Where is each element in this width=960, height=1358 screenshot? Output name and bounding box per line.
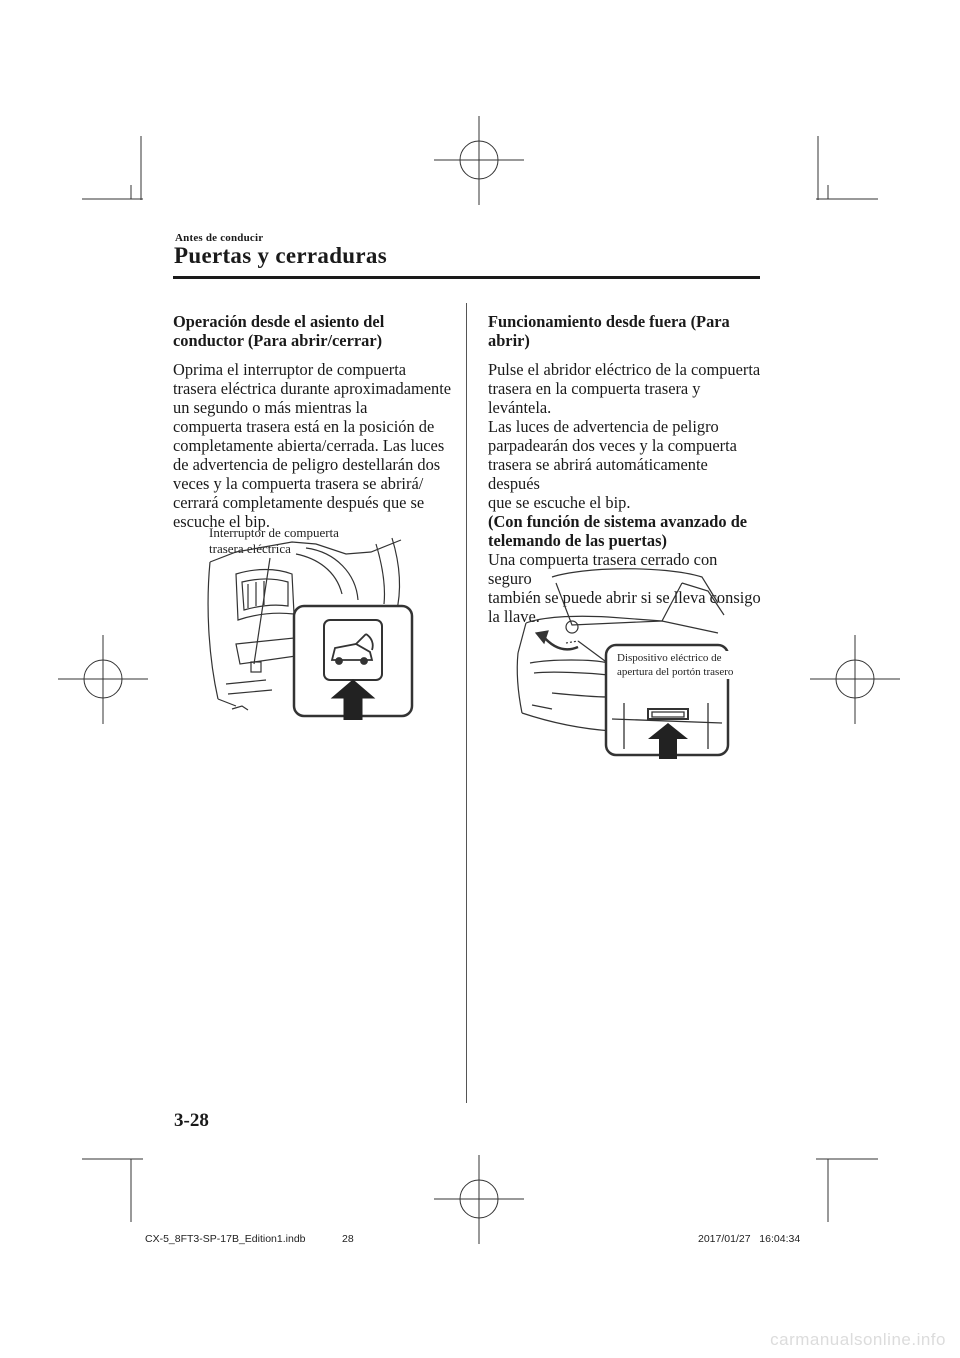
left-column: [173, 312, 465, 531]
title-rule: [173, 276, 760, 279]
section-label: Antes de conducir: [175, 232, 264, 244]
footer-file-name: CX-5_8FT3-SP-17B_Edition1.indb: [145, 1233, 306, 1245]
column-divider: [466, 303, 467, 1103]
liftgate-switch-illustration: [196, 534, 418, 720]
page-title: Puertas y cerraduras: [174, 243, 387, 268]
right-body: Pulse el abridor eléctrico de la compuerta trasera en la compuerta trasera y levántela. Las luces de advertencia de peligro parpadearán dos veces y la compuerta trasera se abrirá automáticamente después que se escuche el bip.: [488, 360, 761, 512]
footer-file-page: 28: [342, 1233, 354, 1245]
right-heading: Funcionamiento desde fuera (Para abrir): [488, 312, 730, 350]
left-body: Oprima el interruptor de compuerta trasera eléctrica durante aproximadamente un segundo o más mientras la compuerta trasera está en la posición de completamente abierta/cerrada. Las luces de advertencia de peligro destellarán dos veces y la compuerta trasera se abrirá/ cerrará completamente después que se escuche el bip.: [173, 360, 452, 531]
footer-timestamp: 2017/01/27 16:04:34: [698, 1233, 801, 1245]
page-number: 3-28: [174, 1110, 209, 1131]
left-illustration-caption: Interruptor de compuerta trasera eléctrica: [209, 525, 339, 556]
left-heading: Operación desde el asiento del conductor (Para abrir/cerrar): [173, 312, 385, 350]
watermark: carmanualsonline.info: [770, 1330, 946, 1349]
right-illustration-caption: Dispositivo eléctrico de apertura del portón trasero: [617, 652, 734, 678]
advanced-keyless-note-body: Una compuerta trasera cerrado con seguro también se puede abrir si se lleva consigo la llave.: [488, 550, 761, 626]
advanced-keyless-note-heading: (Con función de sistema avanzado de telemando de las puertas): [488, 512, 748, 550]
